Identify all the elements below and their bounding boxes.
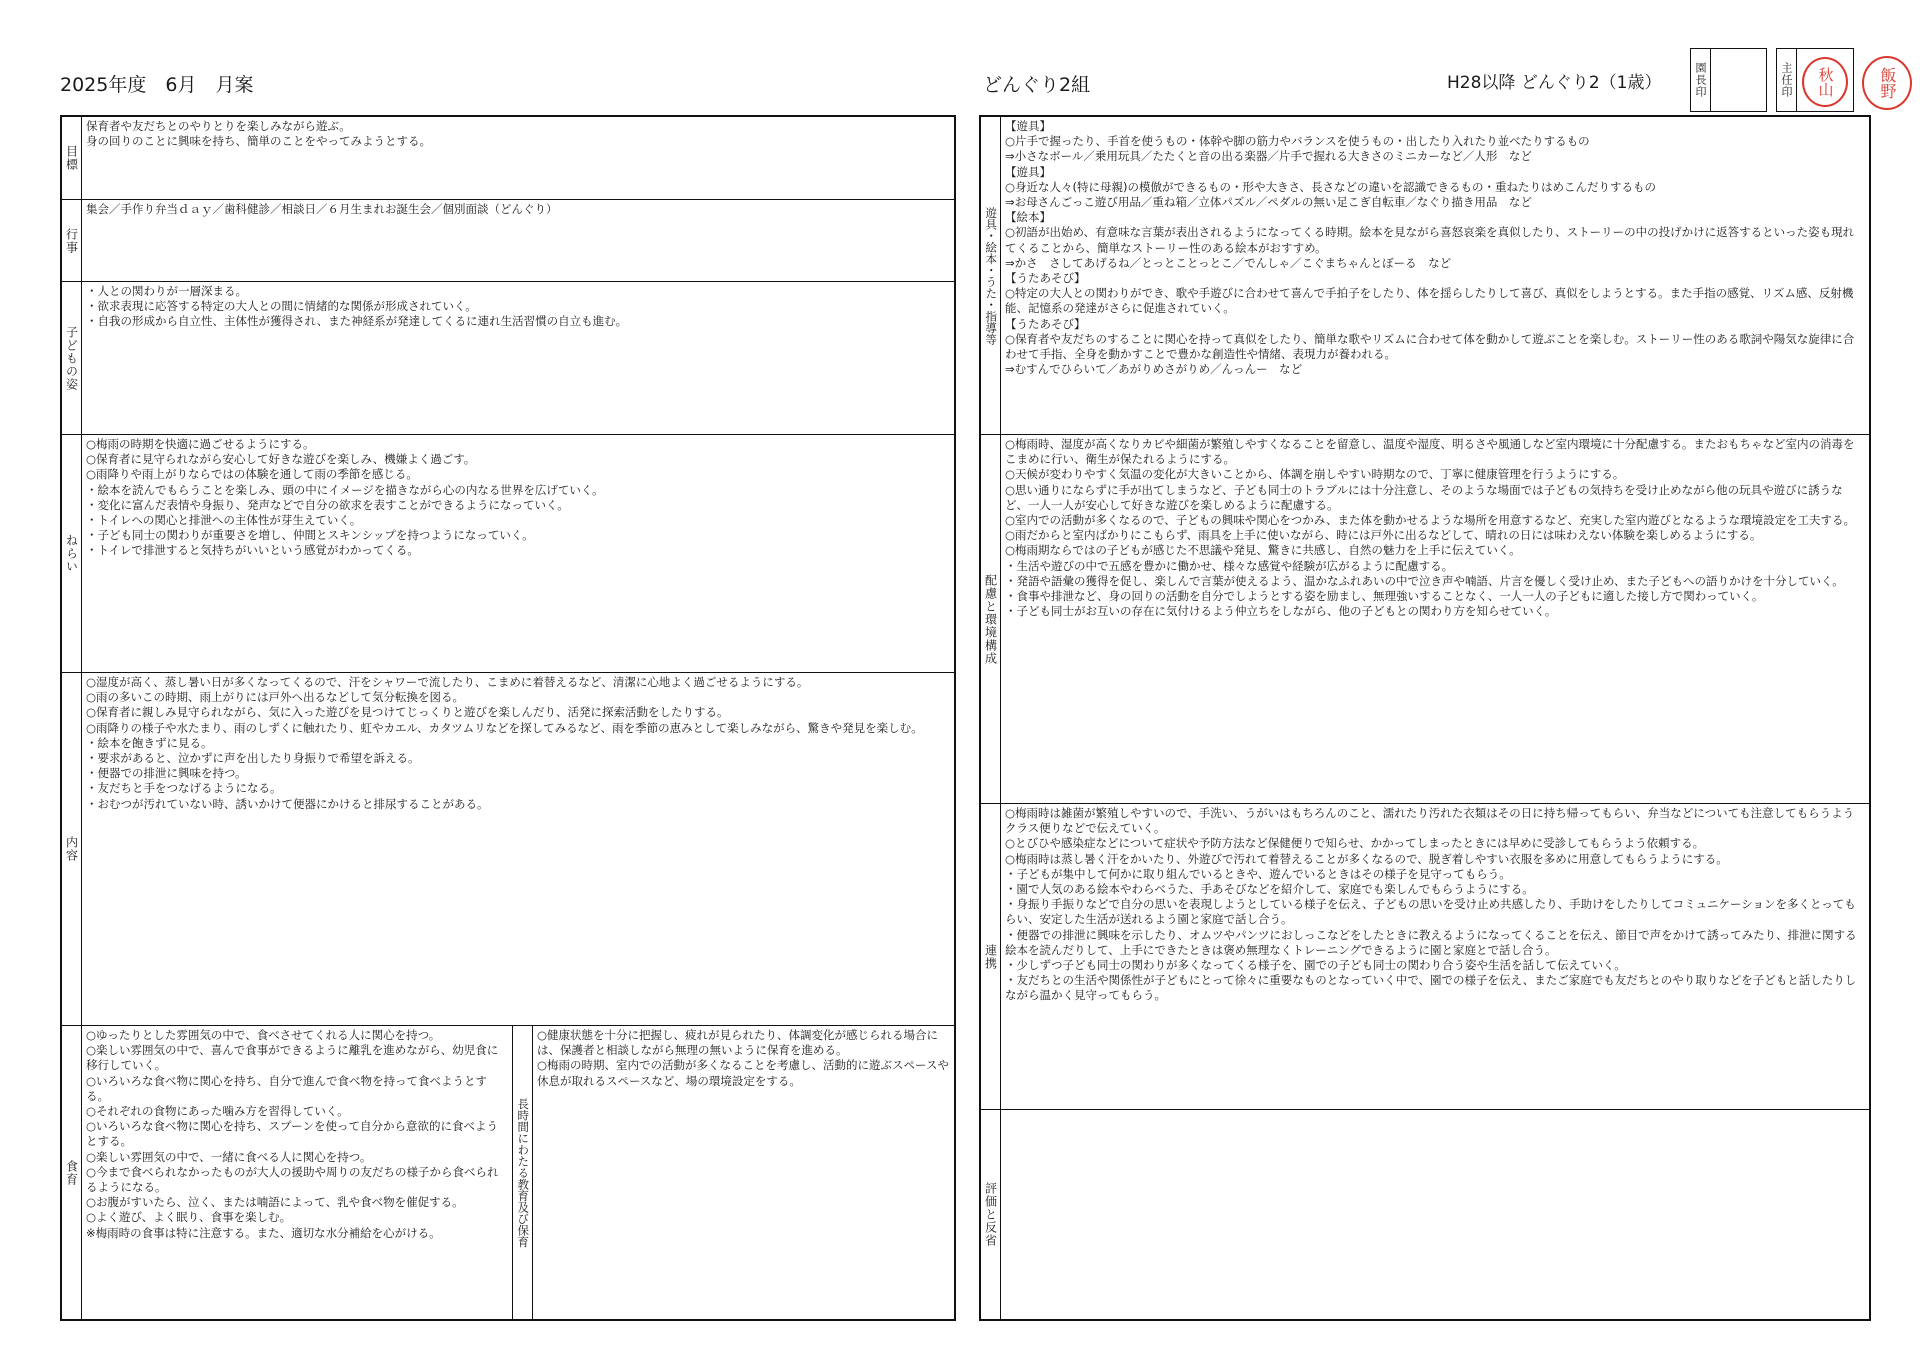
environment-line: ・食事や排泄など、身の回りの活動を自分でしようとする姿を励まし、無理強いすることなく、一人一人の子どもに適した接し方で関わっていく。	[1005, 589, 1764, 604]
contents-line: ○湿度が高く、蒸し暑い日が多くなってくるので、汗をシャワーで流したり、こまめに着替えるなど、清潔に心地よく過ごせるようにする。	[86, 675, 809, 689]
food-line: ○お腹がすいたら、泣く、または喃語によって、乳や食べ物を催促する。	[86, 1195, 464, 1210]
food-line: ○よく遊び、よく眠り、食事を楽しむ。	[86, 1210, 292, 1225]
contents-content	[83, 673, 954, 1025]
child-line: ・欲求表現に応答する特定の大人との間に情緒的な関係が形成されていく。	[86, 299, 477, 314]
plan-title: 2025年度 6月 月案	[60, 74, 254, 96]
child-line: ・人との関わりが一層深まる。	[86, 284, 247, 298]
liaison-line: ・子どもが集中して何かに取り組んでいるときや、遊んでいるときはその様子を見守ってもらう。	[1005, 866, 1511, 881]
contents-row	[62, 673, 954, 1026]
food-line: ○いろいろな食べ物に関心を持ち、自分で進んで食べ物を持って食べようとする。	[86, 1073, 488, 1103]
liaison-line: ・便器での排泄に興味を示したり、オムツやパンツにおしっこなどをしたときに教えるようになってくることを伝え、節目で声をかけて誘ってみたり、排泄に関する絵本を読んだりして、上手にできたときは褒め無理なくトレーニングできるように園と家庭とで話し合う。	[1005, 927, 1857, 957]
food-line: ○楽しい雰囲気の中で、一緒に食べる人に関心を持つ。	[86, 1149, 372, 1164]
events-line: 集会／手作り弁当ｄａｙ／歯科健診／相談日／６月生まれお誕生会／個別面談（どんぐり）	[86, 202, 558, 216]
play-line: 【絵本】	[1005, 210, 1051, 225]
environment-line: ・子ども同士がお互いの存在に気付けるよう仲立ちをしながら、他の子どもとの関わり方を知らせていく。	[1005, 604, 1557, 619]
aims-line: ・トイレへの関心と排泄への主体性が芽生えていく。	[86, 513, 362, 528]
play-line: ○保育者や友だちのすることに関心を持って真似をしたり、簡単な歌やリズムに合わせて体を動かして遊ぶことを楽しむ。ストーリー性のある歌詞や陽気な旋律に合わせて手指、全身を動かすことで豊かな創造性や情緒、表現力が養われる。	[1005, 331, 1855, 362]
longcare-line: ○健康状態を十分に把握し、疲れが見られたり、体調変化が感じられる場合には、保護者と相談しながら無理の無いように保育を進める。	[537, 1028, 939, 1058]
aims-line: ・子ども同士の関わりが重要さを増し、仲間とスキンシップを持つようになっていく。	[86, 528, 534, 543]
contents-line: ・要求があると、泣かずに声を出したり身振りで希望を訴える。	[86, 751, 420, 766]
contents-label: 内容	[64, 836, 79, 862]
play-line: 【うたあそび】	[1005, 271, 1086, 286]
food-row	[62, 1026, 954, 1319]
food-cell	[62, 1026, 513, 1319]
chief-stamp-label: 主任印	[1780, 62, 1793, 98]
play-line: ○初語が出始め、有意味な言葉が表出されるようになってくる時期。絵本を見ながら喜怒哀楽を真似したり、ストーリーの中の投げかけに返答するといった姿も現れてくることから、簡単なストーリー性のある絵本がおすすめ。	[1005, 225, 1855, 255]
environment-line: ○室内での活動が多くなるので、子どもの興味や関心をつかみ、また体を動かせるような場所を用意するなど、充実した室内遊びとなるような環境設定を工夫する。	[1005, 513, 1855, 528]
events-label: 行事	[64, 227, 79, 254]
events-row	[62, 200, 954, 282]
environment-line: ○思い通りにならずに手が出てしまうなど、子ども同士のトラブルには十分注意し、そのような場面では子どもの気持ちを受け止めながら他の玩具や遊びに誘うなど、一人一人が安心して好きな遊びを楽しめるように配慮する。	[1005, 482, 1843, 512]
class-name: どんぐり2組	[983, 74, 1091, 96]
play-line: 【うたあそび】	[1005, 316, 1086, 331]
contents-line: ○雨降りの様子や水たまり、雨のしずくに触れたり、虹やカエル、カタツムリなどを探してみるなど、雨を季節の恵みとして楽しみながら、驚きや発見を楽しむ。	[86, 720, 923, 735]
longcare-cell	[513, 1026, 954, 1319]
contents-line: ○保育者に親しみ見守られながら、気に入った遊びを見つけてじっくりと遊びを楽しんだり、活発に探索活動をしたりする。	[86, 705, 729, 720]
contents-line: ・友だちと手をつなげるようになる。	[86, 781, 282, 796]
liaison-content	[1002, 804, 1869, 1109]
food-line: ○今まで食べられなかったものが大人の援助や周りの友だちの様子から食べられるようになる。	[86, 1164, 499, 1195]
play-line: ○身近な人々(特に母親)の模倣ができるもの・形や大きさ、長さなどの違いを認識できるもの・重ねたりはめこんだりするもの	[1005, 179, 1657, 194]
environment-line: ○梅雨時、湿度が高くなりカビや細菌が繁殖しやすくなることを留意し、温度や湿度、明るさや風通しなど室内環境に十分配慮する。またおもちゃなど室内の消毒をこまめに行い、衛生が保たれるようにする。	[1005, 437, 1855, 467]
environment-row	[981, 435, 1869, 804]
chief-stamp-box	[1776, 48, 1854, 112]
play-content	[1002, 117, 1869, 434]
goals-line: 保育者や友だちとのやりとりを楽しみながら遊ぶ。	[86, 119, 351, 133]
liaison-line: ○梅雨時は蒸し暑く汗をかいたり、外遊びで汚れて着替えることが多くなるので、脱ぎ着しやすい衣服を多めに用意してもらうようにする。	[1005, 851, 1728, 866]
chief-seal	[1802, 57, 1848, 107]
liaison-line: ・少しずつ子ども同士の関わりが多くなってくる様子を、園での子ども同士の関わり合う姿や生活を話して伝えていく。	[1005, 958, 1626, 973]
goals-row	[62, 117, 954, 200]
child-row	[62, 282, 954, 435]
contents-line: ○雨の多いこの時期、雨上がりには戸外へ出るなどして気分転換を図る。	[86, 690, 465, 705]
liaison-line: ○とびひや感染症などについて症状や予防方法など保健便りで知らせ、かかってしまったときには早めに受診してもらうよう依頼する。	[1005, 836, 1705, 851]
aims-label: ねらい	[64, 534, 79, 573]
environment-line: ○天候が変わりやすく気温の変化が大きいことから、体調を崩しやすい時期なので、丁寧に健康管理を行うようにする。	[1005, 467, 1625, 482]
play-label: 遊具・絵本・うた・指導等	[984, 206, 999, 345]
aims-line: ○保育者に見守られながら安心して好きな遊びを楽しみ、機嫌よく過ごす。	[86, 452, 476, 467]
chief-seal-text: 秋山	[1816, 67, 1835, 97]
environment-content	[1002, 435, 1869, 803]
child-line: ・自我の形成から自立性、主体性が獲得され、また神経系が発達してくるに連れ生活習慣の自立も進む。	[86, 314, 628, 329]
longcare-label: 長時間にわたる教育及び保育	[516, 1097, 531, 1248]
play-line: 【遊具】	[1005, 164, 1051, 179]
longcare-line: ○梅雨の時期、室内での活動が多くなることを考慮し、活動的に遊ぶスペースや休息が取れるスペースなど、場の環境設定をする。	[537, 1058, 949, 1088]
child-content	[83, 282, 954, 434]
evaluation-row	[981, 1110, 1869, 1319]
food-content	[83, 1026, 512, 1319]
principal-stamp-box	[1690, 48, 1767, 112]
longcare-content	[534, 1026, 954, 1319]
events-content	[83, 200, 954, 281]
environment-label: 配慮と環境構成	[983, 573, 998, 665]
food-label: 食育	[64, 1159, 79, 1186]
principal-stamp-label: 園長印	[1694, 62, 1707, 98]
left-plan-table	[60, 115, 956, 1321]
goals-label: 目標	[64, 145, 79, 171]
play-line: ⇒かさ さしてあげるね／とっとことっとこ／でんしゃ／こぐまちゃんとぼーる など	[1005, 255, 1452, 270]
liaison-line: ・友だちとの生活や関係性が子どもにとって徐々に重要なものとなっていく中で、園での様子を伝え、またご家庭でも友だちとのやり取りなどを子どもと話したりしながら温かく見守ってもらう。	[1005, 973, 1857, 1003]
play-line: ⇒むすんでひらいて／あがりめさがりめ／んっんー など	[1005, 362, 1303, 377]
goals-line: 身の回りのことに興味を持ち、簡単のことをやってみようとする。	[86, 134, 431, 149]
template-name: H28以降 どんぐり2（1歳）	[1447, 73, 1662, 93]
contents-line: ・便器での排泄に興味を持つ。	[86, 766, 247, 781]
child-label: 子どもの姿	[64, 325, 79, 391]
food-line: ※梅雨時の食事は特に注意する。また、適切な水分補給を心がける。	[86, 1225, 441, 1240]
food-line: ○それぞれの食物にあった噛み方を習得していく。	[86, 1104, 349, 1119]
play-line: ○特定の大人との関わりができ、歌や手遊びに合わせて喜んで手拍子をしたり、体を揺らしたりして喜び、真似をしようとする。また手指の感覚、リズム感、反射機能、記憶系の発達がさらに促進されていく。	[1005, 286, 1854, 316]
contents-line: ・絵本を飽きずに見る。	[86, 735, 213, 750]
play-line: ⇒お母さんごっこ遊び用品／重ね箱／立体パズル／ペダルの無い足こぎ自転車／なぐり描き用品 など	[1005, 195, 1532, 210]
aims-line: ○梅雨の時期を快適に過ごせるようにする。	[86, 437, 315, 451]
aims-row	[62, 435, 954, 673]
food-line: ○ゆったりとした雰囲気の中で、食べさせてくれる人に関心を持つ。	[86, 1028, 441, 1042]
environment-line: ・発語や語彙の獲得を促し、楽しんで言葉が使えるよう、温かなふれあいの中で泣き声や喃語、片言を優しく受け止め、また子どもへの語りかけを十分していく。	[1005, 573, 1844, 588]
aims-line: ○雨降りや雨上がりならではの体験を通して雨の季節を感じる。	[86, 467, 418, 482]
aims-content	[83, 435, 954, 672]
food-line: ○楽しい雰囲気の中で、喜んで食事ができるように離乳を進めながら、幼児食に移行していく。	[86, 1043, 499, 1073]
food-line: ○いろいろな食べ物に関心を持ち、スプーンを使って自分から意欲的に食べようとする。	[86, 1119, 498, 1149]
play-row	[981, 117, 1869, 435]
play-line: 【遊具】	[1005, 119, 1051, 133]
play-line: ⇒小さなボール／乗用玩具／たたくと音の出る楽器／片手で握れる大きさのミニカーなど／人形 など	[1005, 149, 1532, 164]
aims-line: ・絵本を読んでもらうことを楽しみ、頭の中にイメージを描きながら心の内なる世界を広げていく。	[86, 482, 604, 497]
environment-line: ・生活や遊びの中で五感を豊かに働かせ、様々な感覚や経験が広がるように配慮する。	[1005, 558, 1454, 573]
right-plan-table	[979, 115, 1871, 1321]
play-line: ○片手で握ったり、手首を使うもの・体幹や脚の筋力やバランスを使うもの・出したり入れたり並べたりするもの	[1005, 134, 1590, 149]
liaison-line: ○梅雨時は雑菌が繁殖しやすいので、手洗い、うがいはもちろんのこと、濡れたり汚れた衣類はその日に持ち帰ってもらい、弁当などについても注意してもらうようクラス便りなどで伝えていく。	[1005, 806, 1855, 836]
aims-line: ・変化に富んだ表情や身振り、発声などで自分の欲求を表すことができるようになっていく。	[86, 497, 569, 512]
aims-line: ・トイレで排泄すると気持ちがいいという感覚がわかってくる。	[86, 543, 419, 558]
liaison-line: ・身振り手振りなどで自分の思いを表現しようとしている様子を伝え、子どもの思いを受け止め共感したり、手助けをしたりしてコミュニケーションを多くとってもらい、安定した生活が送れるよう園と家庭で話し合う。	[1005, 897, 1856, 927]
liaison-row	[981, 804, 1869, 1110]
contents-line: ・おむつが汚れていない時、誘いかけて便器にかけると排尿することがある。	[86, 796, 489, 811]
goals-content	[83, 117, 954, 199]
evaluation-content	[1002, 1110, 1869, 1319]
second-seal	[1862, 56, 1912, 110]
evaluation-label: 評価と反省	[983, 1182, 998, 1247]
liaison-label: 連携	[983, 943, 998, 970]
second-seal-text: 飯野	[1878, 67, 1897, 99]
environment-line: ○梅雨期ならではの子どもが感じた不思議や発見、驚きに共感し、自然の魅力を上手に伝えていく。	[1005, 543, 1521, 558]
environment-line: ○雨だからと室内ばかりにこもらず、雨具を上手に使いながら、時には戸外に出るなどして、晴れの日には味わえない体験を楽しめるようにする。	[1005, 528, 1762, 543]
liaison-line: ・園で人気のある絵本やわらべうた、手あそびなどを紹介して、家庭でも楽しんでもらうようにする。	[1005, 882, 1534, 897]
